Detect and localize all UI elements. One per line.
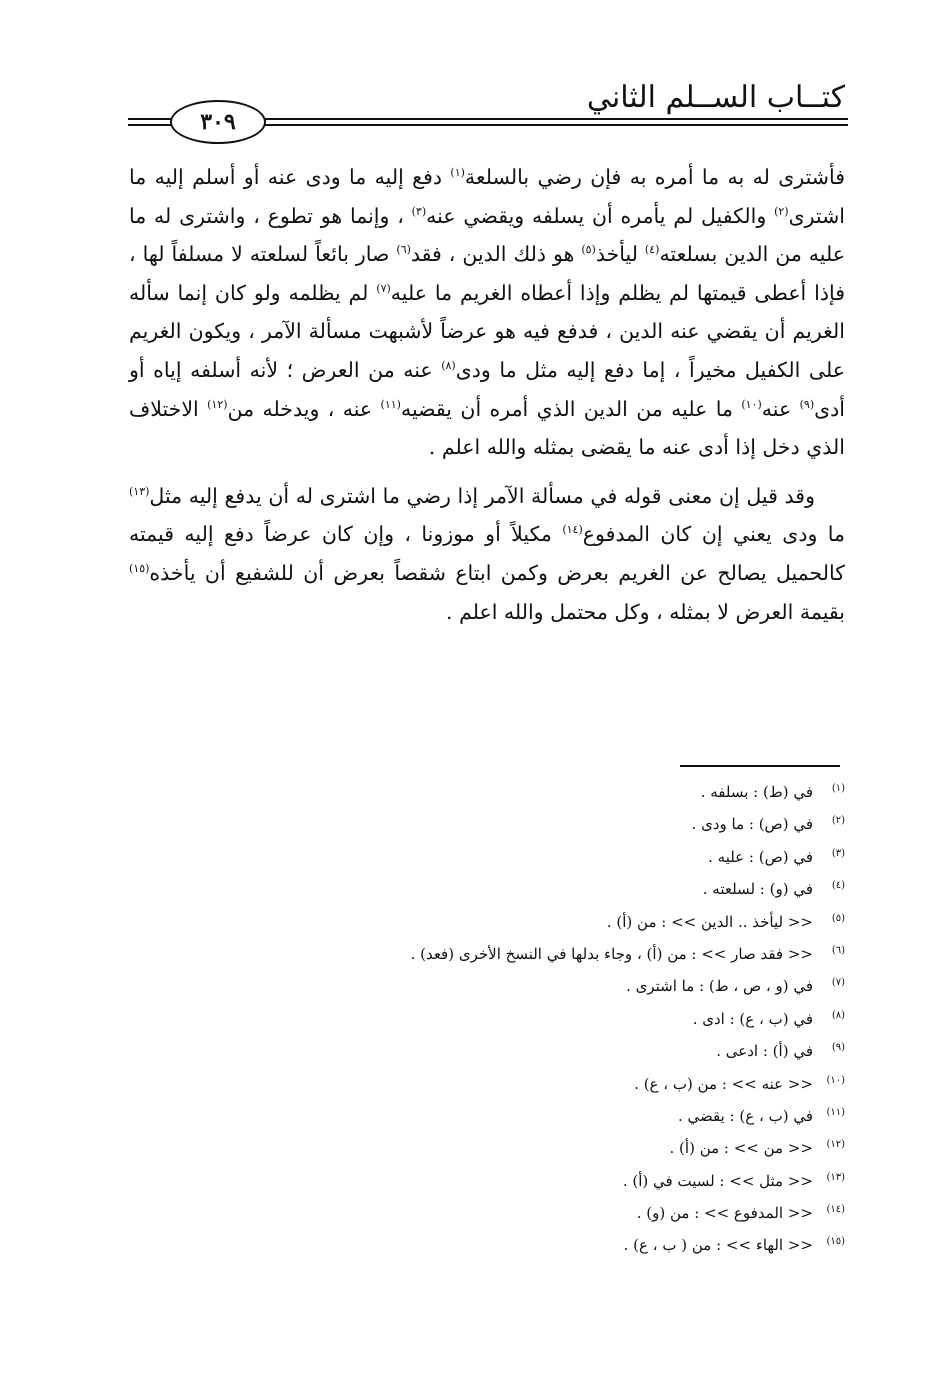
text-segment: ليأخذ: [595, 242, 645, 267]
footnote-text: << ليأخذ .. الدين >> : من (أ) .: [606, 912, 813, 931]
footnote-text: << المدفوع >> : من (و) .: [636, 1204, 813, 1223]
footnote-marker: (١٢): [207, 397, 228, 411]
footnote-item: (٣)في (ص) : عليه .: [708, 847, 845, 866]
footnote-text: في (ط) : بسلفه .: [700, 783, 813, 801]
footnote-marker: (١١): [380, 397, 401, 411]
footnote-marker: (١٠): [741, 397, 762, 411]
footnote-item: (٨)في (ب ، ع) : ادى .: [692, 1009, 845, 1028]
text-segment: الاختلاف الذي دخل إذا أدى عنه ما يقضى بمثله والله اعلم .: [129, 396, 845, 460]
footnote-text: في (ص) : عليه .: [708, 847, 813, 866]
footnote-text: << الهاء >> : من ( ب ، ع) .: [623, 1236, 813, 1255]
text-segment: ما ودى يعني إن كان المدفوع: [582, 522, 845, 547]
footnote-item: (٩)في (أ) : ادعى .: [716, 1042, 845, 1061]
footnote-marker: (٣): [411, 204, 427, 218]
footnote-marker: (١): [450, 166, 465, 180]
footnote-text: << من >> : من (أ) .: [669, 1139, 813, 1158]
footnote-marker: (٥): [581, 243, 596, 257]
paragraph-1: [129, 158, 845, 467]
footnote-item: (١٠)<< عنه >> : من (ب ، ع) .: [634, 1074, 845, 1093]
footnote-marker: (١٥): [129, 562, 150, 576]
footnote-item: (١١)في (ب ، ع) : يقضي .: [678, 1106, 845, 1125]
footnote-marker: (٩): [799, 397, 815, 411]
footnote-marker: (١٤): [562, 523, 583, 537]
main-text: [129, 158, 845, 631]
text-segment: والكفيل لم يأمره أن يسلفه ويقضي عنه: [426, 203, 775, 228]
footnote-marker: (٧): [376, 281, 391, 295]
footnote-item: (٦)<< فقد صار >> : من (أ) ، وجاء بدلها في النسخ الأخرى (فعد) .: [410, 944, 845, 963]
footnote-item: (٢)في (ص) : ما ودى .: [691, 815, 845, 834]
page-number: ٣٠٩: [170, 100, 266, 144]
text-segment: عنه ، ويدخله من: [227, 396, 381, 421]
footnotes-list: [145, 776, 845, 1262]
text-segment: ، وإنما هو تطوع ، واشترى له ما عليه من الدين بسلعته: [129, 203, 845, 267]
footnote-marker: (٤): [644, 243, 660, 257]
footnote-marker: (٦): [396, 243, 411, 257]
text-segment: هو ذلك الدين ، فقد: [410, 242, 582, 267]
running-header-title: كتــاب الســلم الثاني: [586, 80, 845, 115]
footnote-text: << فقد صار >> : من (أ) ، وجاء بدلها في النسخ الأخرى (فعد) .: [410, 944, 813, 963]
text-segment: دفع إليه ما ودى عنه أو أسلم إليه ما اشترى: [129, 165, 845, 228]
footnote-item: (٥)<< ليأخذ .. الدين >> : من (أ) .: [606, 912, 845, 931]
text-segment: لم يظلمه ولو كان إنما سأله الغريم أن يقضي عنه الدين ، فدفع فيه هو عرضاً لأشبهت مسألة الآمر ، ويكون الغريم على الكفيل مخيراً ، إما دفع إليه مثل ما ودى: [129, 280, 845, 382]
footnote-text: في (ب ، ع) : يقضي .: [678, 1106, 813, 1125]
footnote-marker: (١٣): [129, 484, 150, 498]
paragraph-2: [129, 477, 845, 631]
footnote-item: (١٢)<< من >> : من (أ) .: [669, 1139, 845, 1158]
footnote-text: في (أ) : ادعى .: [716, 1042, 813, 1061]
footnote-item: (٧)في (و ، ص ، ط) : ما اشترى .: [626, 977, 845, 996]
footnote-marker: (٨): [441, 359, 456, 373]
text-segment: عنه: [761, 396, 800, 421]
footnote-text: في (و ، ص ، ط) : ما اشترى .: [626, 977, 813, 996]
footnote-text: << مثل >> : لسيت في (أ) .: [622, 1171, 813, 1190]
footnote-item: (١٥)<< الهاء >> : من ( ب ، ع) .: [623, 1236, 845, 1255]
text-segment: مكيلاً أو موزونا ، وإن كان عرضاً دفع إليه قيمته كالحميل يصالح عن الغريم بعرض وكمن ابتاع شقصاً بعرض أن للشفيع أن يأخذه: [129, 522, 845, 585]
text-segment: ما عليه من الدين الذي أمره أن يقضيه: [400, 396, 742, 421]
footnote-text: << عنه >> : من (ب ، ع) .: [634, 1074, 813, 1093]
footnote-item: (١)في (ط) : بسلفه .: [700, 783, 845, 801]
footnote-text: في (و) : لسلعته .: [702, 880, 813, 899]
footnote-text: في (ص) : ما ودى .: [691, 815, 813, 834]
footnote-separator: [680, 765, 840, 767]
text-segment: بقيمة العرض لا بمثله ، وكل محتمل والله اعلم .: [446, 599, 845, 624]
text-segment: وقد قيل إن معنى قوله في مسألة الآمر إذا رضي ما اشترى له أن يدفع إليه مثل: [149, 483, 815, 508]
footnote-item: (١٣)<< مثل >> : لسيت في (أ) .: [622, 1171, 845, 1190]
text-segment: عنه من العرض ؛ لأنه أسلفه إياه أو أدى: [129, 357, 845, 421]
text-segment: صار بائعاً لسلعته لا مسلفاً لها ، فإذا أعطى قيمتها لم يظلم وإذا أعطاه الغريم ما عليه: [129, 242, 845, 305]
footnote-item: (١٤)<< المدفوع >> : من (و) .: [636, 1204, 845, 1223]
footnote-item: (٤)في (و) : لسلعته .: [702, 880, 845, 899]
text-segment: فأشترى له به ما أمره به فإن رضي بالسلعة: [464, 165, 845, 189]
footnote-text: في (ب ، ع) : ادى .: [692, 1009, 813, 1028]
footnote-marker: (٢): [774, 204, 789, 218]
